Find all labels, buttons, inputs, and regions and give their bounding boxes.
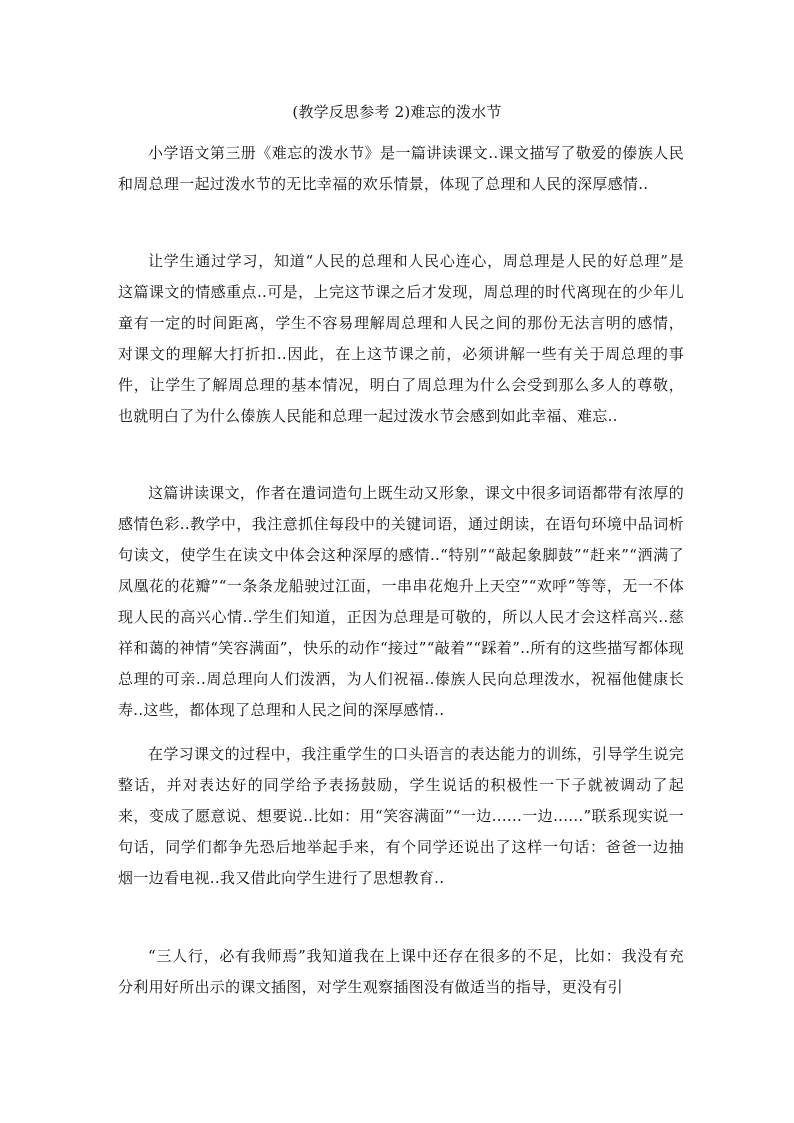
paragraph-1: 小学语文第三册《难忘的泼水节》是一篇讲读课文..课文描写了敬爱的傣族人民和周总理一起过泼水节的无比幸福的欢乐情景，体现了总理和人民的深厚感情.. — [118, 144, 684, 193]
paragraph-4: 在学习课文的过程中，我注重学生的口头语言的表达能力的训练，引导学生说完整话，并对表达好的同学给予表扬鼓励，学生说话的积极性一下子就被调动了起来，变成了愿意说、想要说..比如：用“笑容满面”“一边......一边......”联系现实说一句话，同学们都争先恐后地举起手来，有个同学还说出了这样一句话：爸爸一边抽烟一边看电视..我又借此向学生进行了思想教育.. — [118, 745, 684, 887]
paragraph-3: 这篇讲读课文，作者在遣词造句上既生动又形象，课文中很多词语都带有浓厚的感情色彩..教学中，我注意抓住每段中的关键词语，通过朗读，在语句环境中品词析句读文，使学生在读文中体会这种深厚的感情..“特别”“敲起象脚鼓”“赶来”“洒满了凤凰花的花瓣”“一条条龙船驶过江面，一串串花炮升上天空”“欢呼”等等，无一不体现人民的高兴心情..学生们知道，正因为总理是可敬的，所以人民才会这样高兴..慈祥和蔼的神情“笑容满面”，快乐的动作“接过”“敲着”“踩着”..所有的这些描写都体现总理的可亲..周总理向人们泼洒，为人们祝福..傣族人民向总理泼水，祝福他健康长寿..这些，都体现了总理和人民之间的深厚感情.. — [118, 484, 684, 719]
document-title: (教学反思参考 2)难忘的泼水节 — [292, 103, 502, 121]
paragraph-5: “三人行，必有我师焉”我知道我在上课中还存在很多的不足，比如：我没有充分利用好所出示的课文插图，对学生观察插图没有做适当的指导，更没有引 — [118, 947, 684, 996]
paragraph-2: 让学生通过学习，知道“人民的总理和人民心连心，周总理是人民的好总理”是这篇课文的情感重点..可是，上完这节课之后才发现，周总理的时代离现在的少年儿童有一定的时间距离，学生不容易理解周总理和人民之间的那份无法言明的感情，对课文的理解大打折扣..因此，在上这节课之前，必须讲解一些有关于周总理的事件，让学生了解周总理的基本情况，明白了周总理为什么会受到那么多人的尊敬，也就明白了为什么傣族人民能和总理一起过泼水节会感到如此幸福、难忘.. — [118, 252, 684, 425]
